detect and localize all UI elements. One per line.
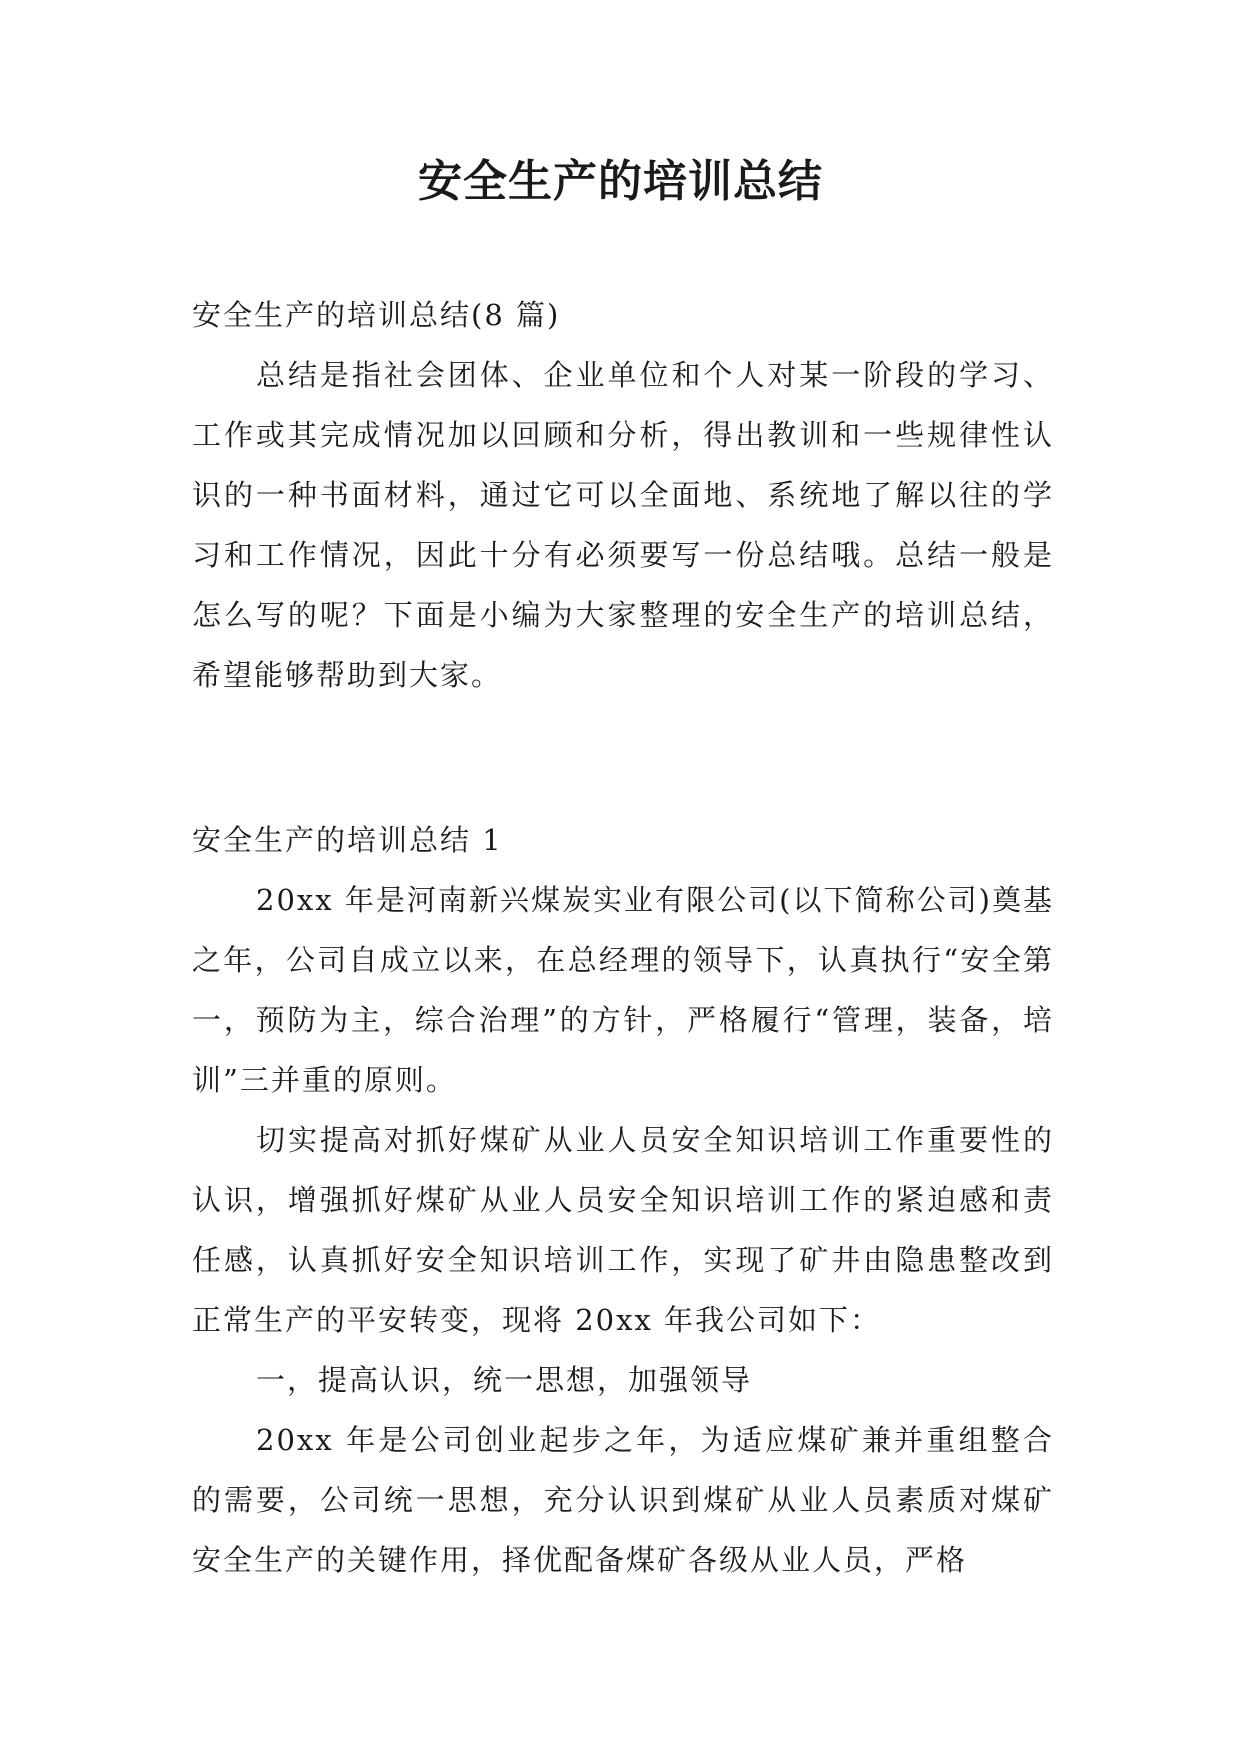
intro-paragraph: 总结是指社会团体、企业单位和个人对某一阶段的学习、工作或其完成情况加以回顾和分析，得出教训和一些规律性认识的一种书面材料，通过它可以全面地、系统地了解以往的学习和工作情况，因此十分有必须要写一份总结哦。总结一般是怎么写的呢？下面是小编为大家整理的安全生产的培训总结，希望能够帮助到大家。	[192, 358, 1054, 692]
intro-heading: 安全生产的培训总结(8 篇)	[192, 298, 561, 332]
intro-section	[192, 285, 1054, 705]
section-1	[192, 810, 1054, 1590]
section-1-paragraph: 20xx 年是公司创业起步之年，为适应煤矿兼并重组整合的需要，公司统一思想，充分认识到煤矿从业人员素质对煤矿安全生产的关键作用，择优配备煤矿各级从业人员，严格	[192, 1423, 1054, 1577]
section-1-paragraph: 20xx 年是河南新兴煤炭实业有限公司(以下简称公司)奠基之年，公司自成立以来，在总经理的领导下，认真执行“安全第一，预防为主，综合治理”的方针，严格履行“管理，装备，培训”三并重的原则。	[192, 883, 1054, 1097]
document-title: 安全生产的培训总结	[418, 156, 823, 207]
section-1-subheading: 一，提高认识，统一思想，加强领导	[256, 1363, 753, 1397]
section-1-paragraph: 切实提高对抓好煤矿从业人员安全知识培训工作重要性的认识，增强抓好煤矿从业人员安全知识培训工作的紧迫感和责任感，认真抓好安全知识培训工作，实现了矿井由隐患整改到正常生产的平安转变，现将 20xx 年我公司如下：	[192, 1123, 1054, 1337]
section-1-heading: 安全生产的培训总结 1	[192, 823, 503, 857]
